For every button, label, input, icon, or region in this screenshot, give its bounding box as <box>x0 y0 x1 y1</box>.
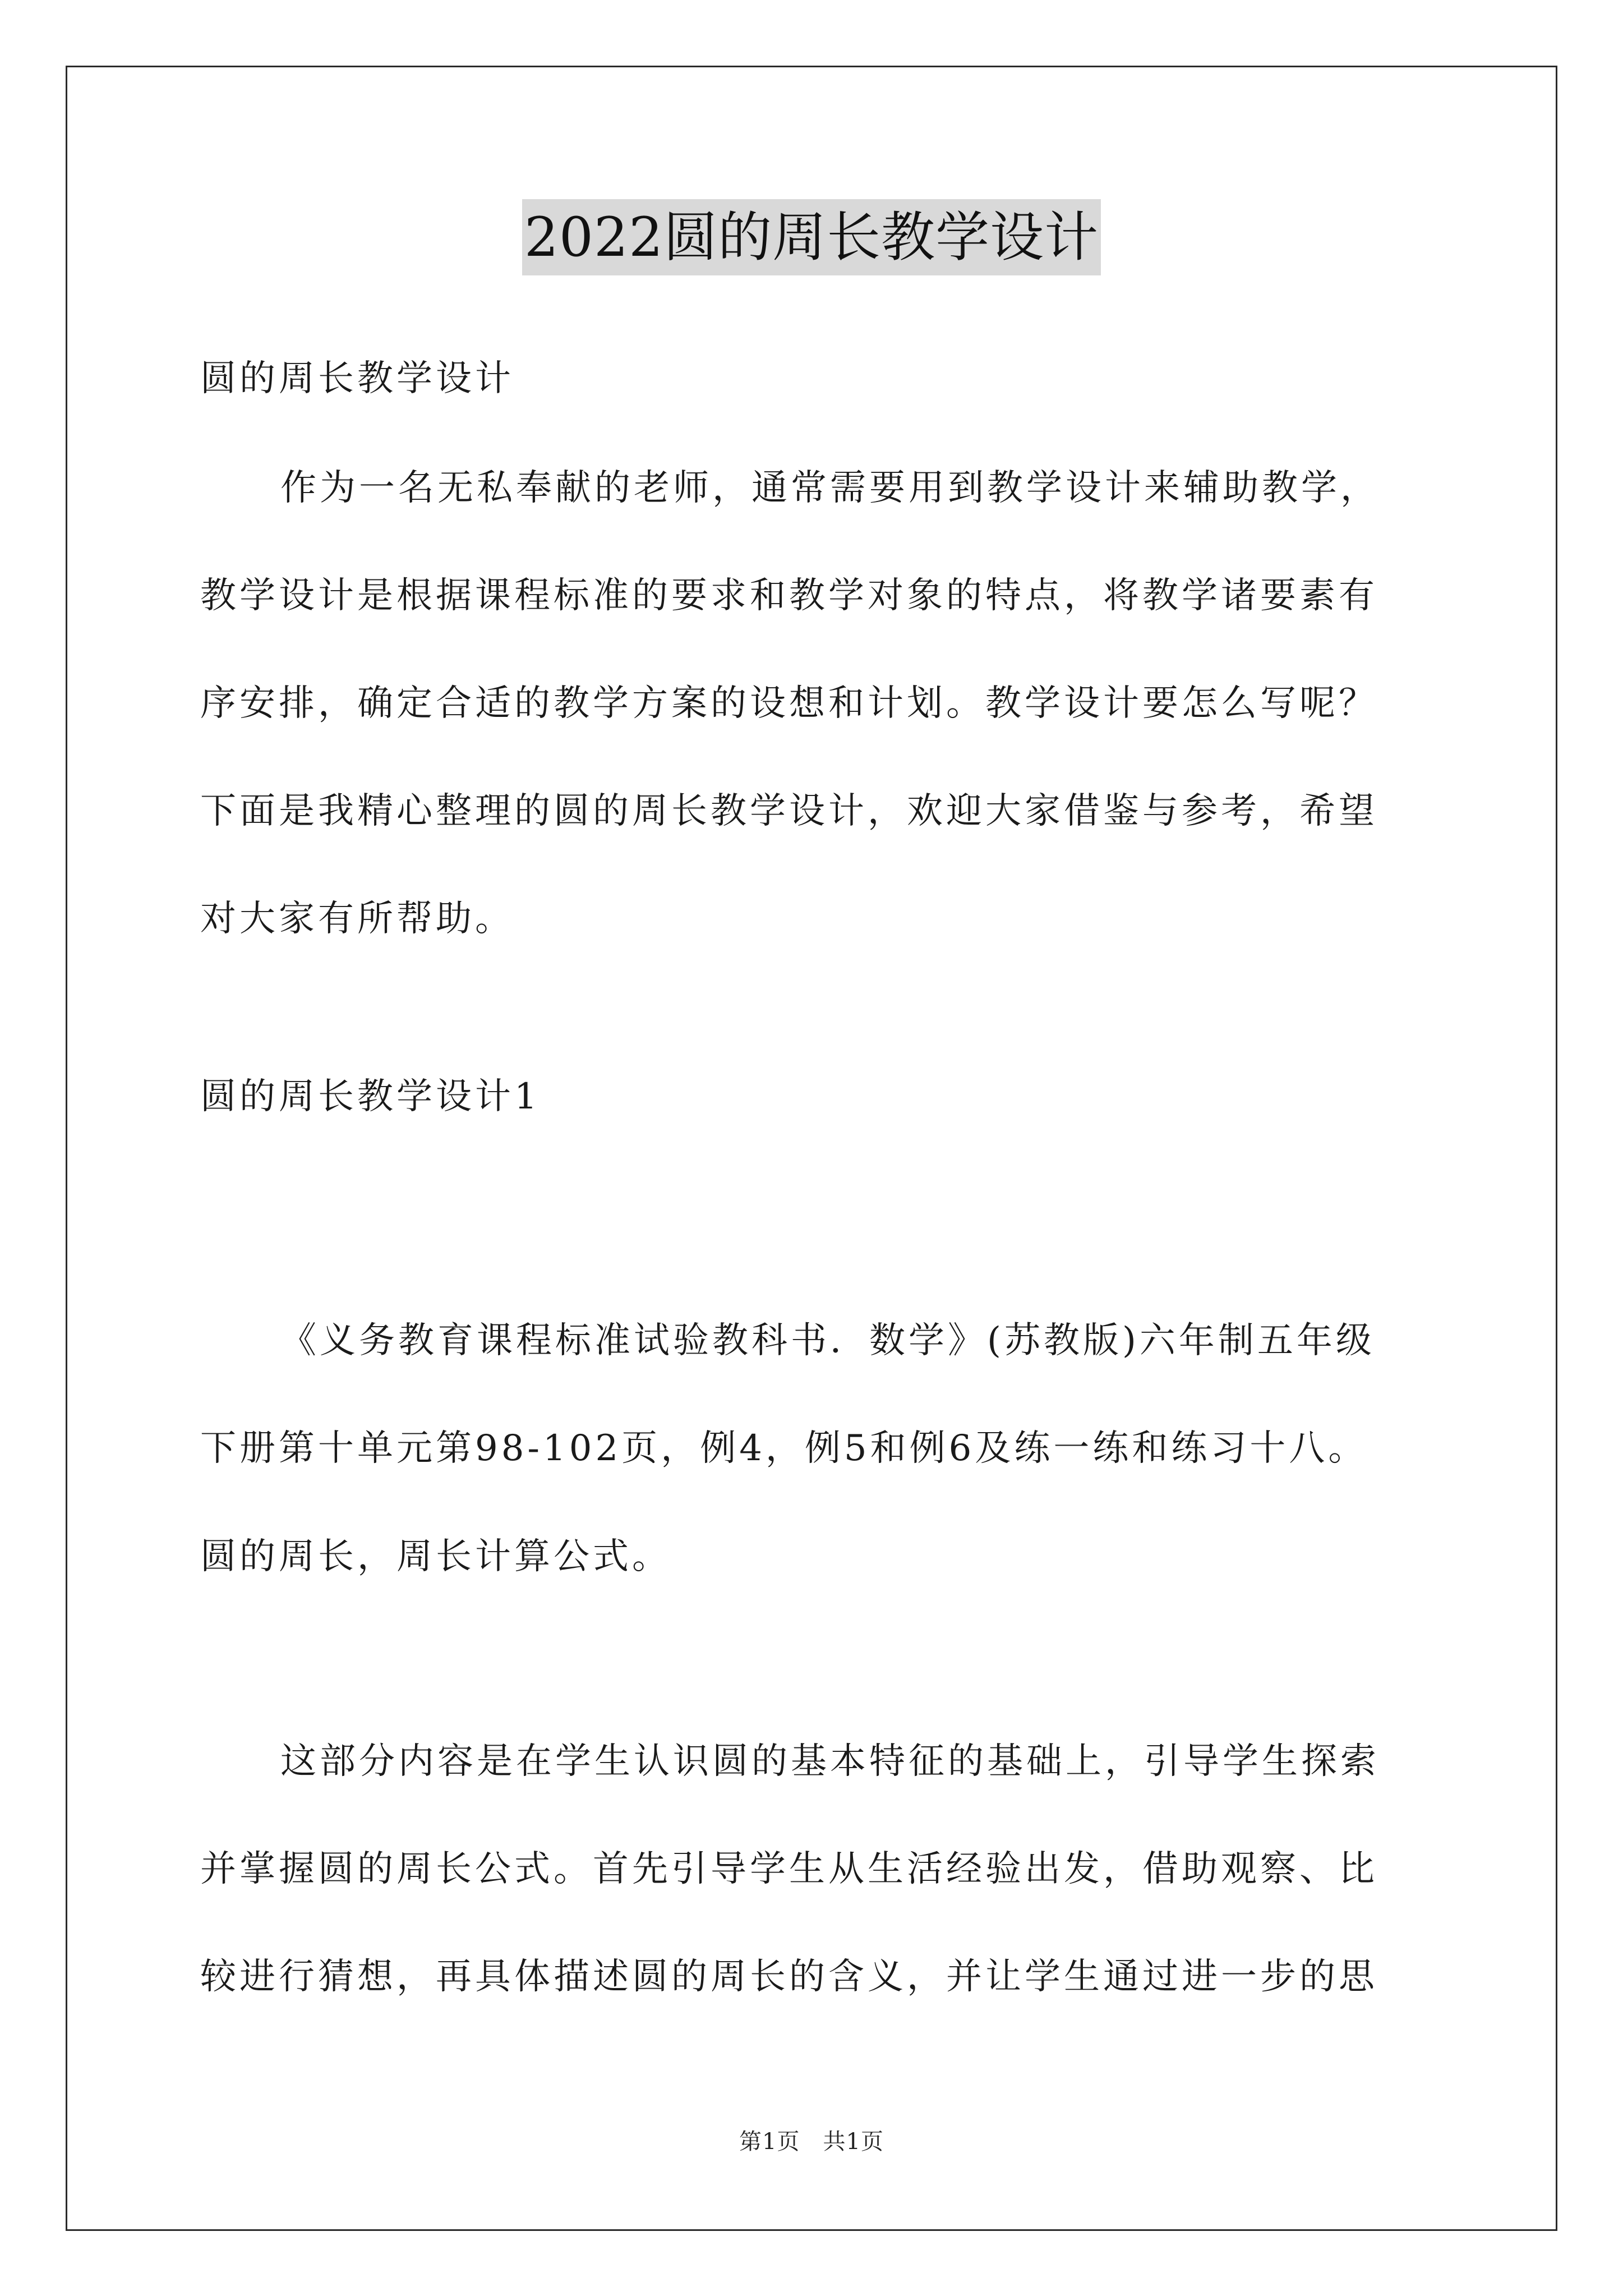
paragraph-line: 下册第十单元第98-102页，例4，例5和例6及练一练和练习十八。 <box>200 1428 1368 1469</box>
paragraph-line: 作为一名无私奉献的老师，通常需要用到教学设计来辅助教学， <box>280 467 1380 509</box>
paragraph-line: 下面是我精心整理的圆的周长教学设计，欢迎大家借鉴与参考，希望 <box>200 790 1378 832</box>
section-heading: 圆的周长教学设计1 <box>200 1076 541 1117</box>
paragraph-line: 《义务教育课程标准试验教科书．数学》(苏教版)六年制五年级 <box>280 1320 1375 1361</box>
paragraph-line: 序安排，确定合适的教学方案的设想和计划。教学设计要怎么写呢？ <box>200 683 1378 724</box>
paragraph-line: 并掌握圆的周长公式。首先引导学生从生活经验出发，借助观察、比 <box>200 1848 1378 1890</box>
paragraph-line: 教学设计是根据课程标准的要求和教学对象的特点，将教学诸要素有 <box>200 575 1378 616</box>
title-container <box>0 199 1623 275</box>
document-title: 2022圆的周长教学设计 <box>522 199 1101 275</box>
paragraph-line: 对大家有所帮助。 <box>200 898 514 940</box>
paragraph-line: 圆的周长，周长计算公式。 <box>200 1536 671 1577</box>
paragraph-line: 较进行猜想，再具体描述圆的周长的含义，并让学生通过进一步的思 <box>200 1956 1378 1998</box>
page-number-footer: 第1页 共1页 <box>739 2129 884 2155</box>
document-subtitle: 圆的周长教学设计 <box>200 358 514 399</box>
paragraph-line: 这部分内容是在学生认识圆的基本特征的基础上，引导学生探索 <box>280 1741 1380 1782</box>
